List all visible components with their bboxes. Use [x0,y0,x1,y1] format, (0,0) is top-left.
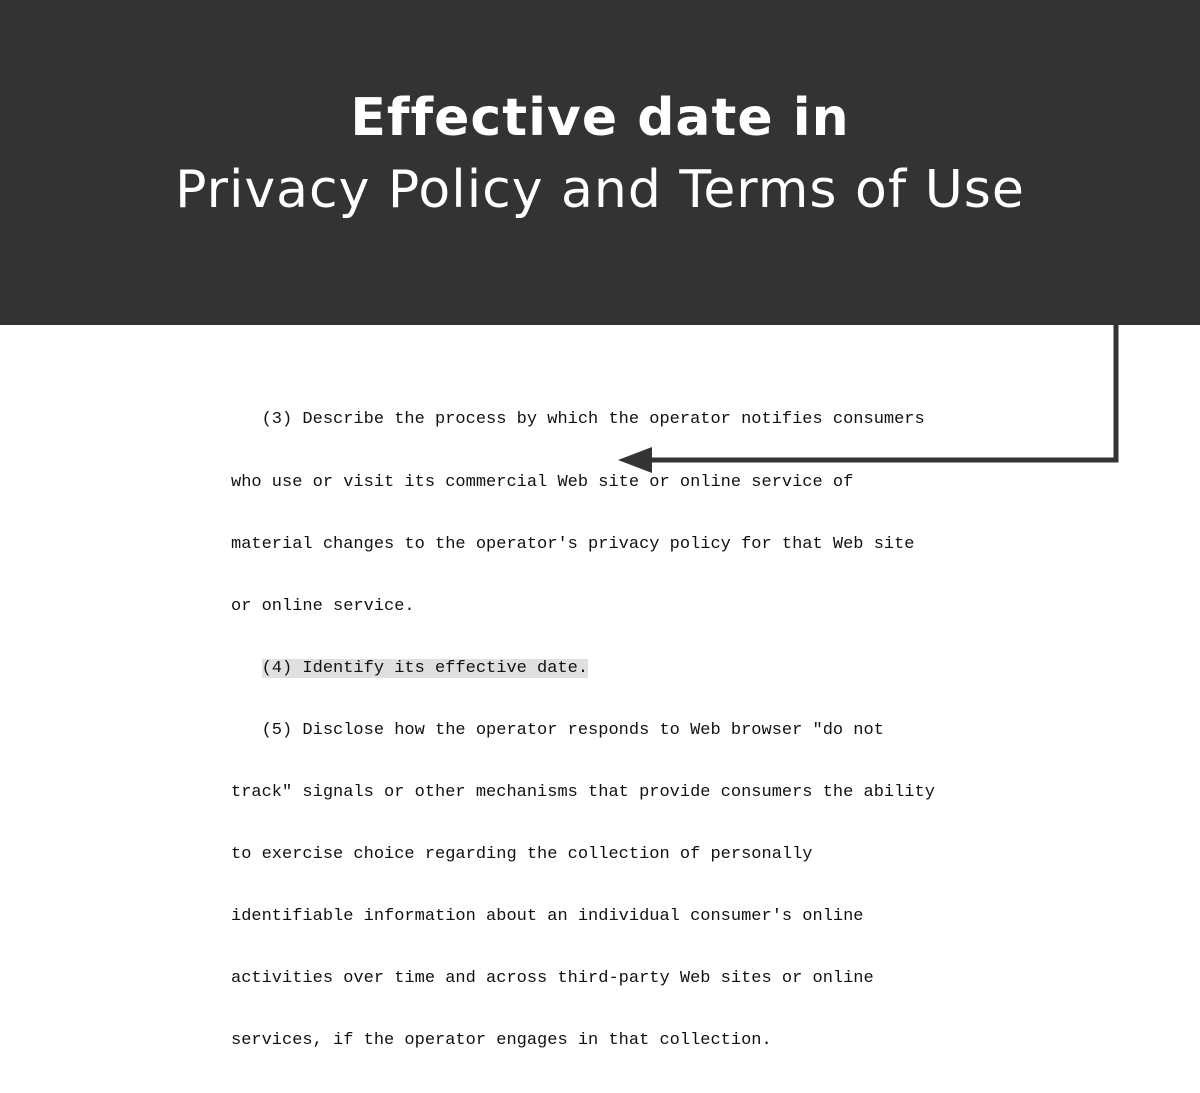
doc-line-4: or online service. [231,596,415,616]
doc-line-1: (3) Describe the process by which the operator notifies consumers [231,410,925,430]
doc-line-11: services, if the operator engages in that collection. [231,1031,772,1051]
doc-line-10: activities over time and across third-party Web sites or online [231,969,874,989]
header-banner [0,0,1200,325]
highlighted-effective-date-line: (4) Identify its effective date. [261,658,589,678]
doc-line-5-container [231,659,991,680]
doc-line-6: (5) Disclose how the operator responds to Web browser "do not [231,720,884,740]
page-title-line-2: Privacy Policy and Terms of Use [175,160,1025,220]
doc-line-5-indent [231,659,262,678]
page-title-line-1: Effective date in [350,88,850,148]
doc-line-3: material changes to the operator's privacy policy for that Web site [231,534,915,554]
doc-line-7: track" signals or other mechanisms that provide consumers the ability [231,782,935,802]
doc-line-8: to exercise choice regarding the collection of personally [231,845,813,865]
legal-text-excerpt [231,369,991,1093]
doc-line-2: who use or visit its commercial Web site or online service of [231,472,854,492]
doc-line-9: identifiable information about an individual consumer's online [231,907,864,927]
